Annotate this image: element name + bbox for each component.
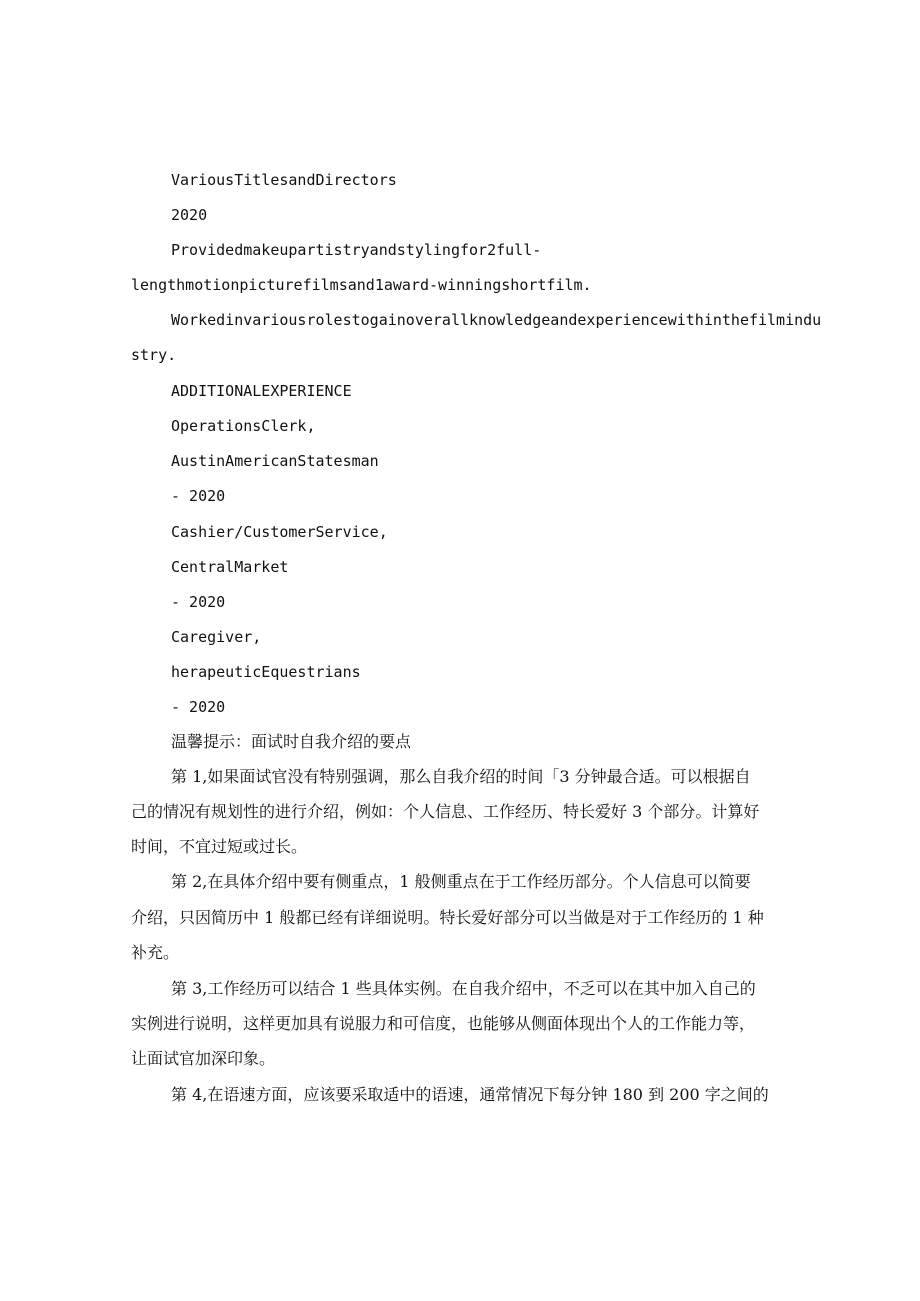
job-date: - 2020 <box>171 487 226 505</box>
section-heading: ADDITIONALEXPERIENCE <box>171 382 352 400</box>
tip-3-line-1: 第 3,工作经历可以结合 1 些具体实例。在自我介绍中，不乏可以在其中加入自己的 <box>171 979 756 998</box>
film-title-line: VariousTitlesandDirectors <box>171 171 397 189</box>
job-date: - 2020 <box>171 593 226 611</box>
job-title: Cashier/CustomerService, <box>171 523 388 541</box>
job-company: AustinAmericanStatesman <box>171 452 379 470</box>
job-company: CentralMarket <box>171 558 289 576</box>
tip-2-line-3: 补充。 <box>131 943 180 962</box>
film-desc-1-line-2: lengthmotionpicturefilmsand1award-winningshortfilm. <box>131 276 592 294</box>
tip-1-line-3: 时间，不宜过短或过长。 <box>131 837 308 856</box>
tip-4-line-1: 第 4,在语速方面，应该要采取适中的语速，通常情况下每分钟 180 到 200 字之间的 <box>171 1085 769 1104</box>
tip-3-line-2: 实例进行说明，这样更加具有说服力和可信度，也能够从侧面体现出个人的工作能力等， <box>131 1014 756 1033</box>
film-desc-1-line-1: Providedmakeupartistryandstylingfor2full- <box>171 241 542 259</box>
job-date: - 2020 <box>171 698 226 716</box>
film-desc-2-line-1: Workedinvariousrolestogainoverallknowledgeandexperiencewithinthefilmindu <box>171 311 822 329</box>
tip-2-line-1: 第 2,在具体介绍中要有侧重点，1 般侧重点在于工作经历部分。个人信息可以简要 <box>171 872 751 891</box>
tips-heading: 温馨提示：面试时自我介绍的要点 <box>171 732 412 751</box>
job-company: herapeuticEquestrians <box>171 663 361 681</box>
film-year: 2020 <box>171 206 208 224</box>
tip-1-line-2: 己的情况有规划性的进行介绍，例如：个人信息、工作经历、特长爱好 3 个部分。计算好 <box>131 802 760 821</box>
tip-2-line-2: 介绍，只因简历中 1 般都已经有详细说明。特长爱好部分可以当做是对于工作经历的 1 种 <box>131 908 764 927</box>
tip-1-line-1: 第 1,如果面试官没有特别强调，那么自我介绍的时间「3 分钟最合适。可以根据自 <box>171 767 751 786</box>
film-desc-2-line-2: stry. <box>131 346 177 364</box>
tip-3-line-3: 让面试官加深印象。 <box>131 1049 276 1068</box>
job-title: Caregiver, <box>171 628 262 646</box>
job-title: OperationsClerk, <box>171 417 316 435</box>
